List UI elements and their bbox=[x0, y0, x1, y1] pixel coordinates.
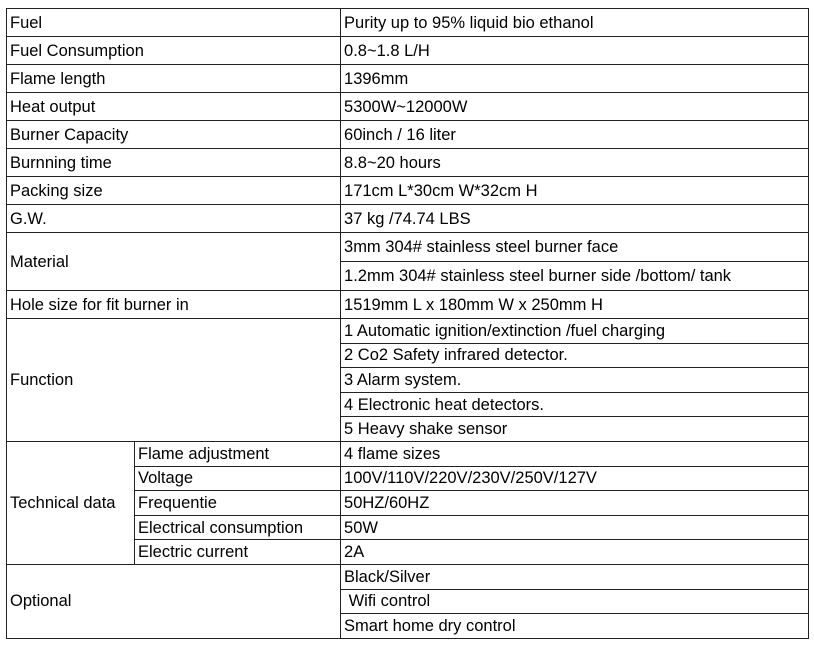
material-label: Material bbox=[7, 233, 341, 291]
table-row bbox=[7, 233, 809, 262]
spec-label: Burner Capacity bbox=[7, 121, 341, 149]
technical-sublabel: Electric current bbox=[135, 540, 341, 565]
spec-label: Fuel bbox=[7, 9, 341, 37]
table-row bbox=[7, 93, 809, 121]
function-label: Function bbox=[7, 319, 341, 442]
spec-label: Burnning time bbox=[7, 149, 341, 177]
function-value: 5 Heavy shake sensor bbox=[341, 417, 809, 442]
table-row bbox=[7, 65, 809, 93]
spec-value: Purity up to 95% liquid bio ethanol bbox=[341, 9, 809, 37]
table-row bbox=[7, 149, 809, 177]
function-value: 1 Automatic ignition/extinction /fuel charging bbox=[341, 319, 809, 344]
spec-table bbox=[6, 8, 809, 639]
technical-label: Technical data bbox=[7, 441, 135, 564]
optional-value: Wifi control bbox=[341, 589, 809, 614]
function-value: 3 Alarm system. bbox=[341, 368, 809, 393]
technical-sublabel: Electrical consumption bbox=[135, 515, 341, 540]
optional-value: Smart home dry control bbox=[341, 614, 809, 639]
table-row bbox=[7, 37, 809, 65]
table-row bbox=[7, 564, 809, 589]
table-row bbox=[7, 177, 809, 205]
technical-sublabel: Voltage bbox=[135, 466, 341, 491]
spec-value: 0.8~1.8 L/H bbox=[341, 37, 809, 65]
spec-value: 37 kg /74.74 LBS bbox=[341, 205, 809, 233]
table-row bbox=[7, 121, 809, 149]
function-value: 2 Co2 Safety infrared detector. bbox=[341, 343, 809, 368]
technical-sublabel: Flame adjustment bbox=[135, 441, 341, 466]
technical-value: 4 flame sizes bbox=[341, 441, 809, 466]
spec-label: Flame length bbox=[7, 65, 341, 93]
spec-value: 5300W~12000W bbox=[341, 93, 809, 121]
table-row bbox=[7, 9, 809, 37]
spec-value: 1519mm L x 180mm W x 250mm H bbox=[341, 291, 809, 319]
optional-value: Black/Silver bbox=[341, 564, 809, 589]
material-value: 1.2mm 304# stainless steel burner side /bottom/ tank bbox=[341, 262, 809, 291]
spec-label: G.W. bbox=[7, 205, 341, 233]
technical-value: 50W bbox=[341, 515, 809, 540]
spec-label: Packing size bbox=[7, 177, 341, 205]
spec-value: 1396mm bbox=[341, 65, 809, 93]
optional-label: Optional bbox=[7, 564, 341, 638]
table-row bbox=[7, 441, 809, 466]
spec-label: Fuel Consumption bbox=[7, 37, 341, 65]
table-row bbox=[7, 291, 809, 319]
technical-value: 100V/110V/220V/230V/250V/127V bbox=[341, 466, 809, 491]
technical-value: 2A bbox=[341, 540, 809, 565]
function-value: 4 Electronic heat detectors. bbox=[341, 392, 809, 417]
material-value: 3mm 304# stainless steel burner face bbox=[341, 233, 809, 262]
spec-value: 8.8~20 hours bbox=[341, 149, 809, 177]
spec-label: Hole size for fit burner in bbox=[7, 291, 341, 319]
technical-sublabel: Frequentie bbox=[135, 491, 341, 516]
spec-label: Heat output bbox=[7, 93, 341, 121]
table-row bbox=[7, 205, 809, 233]
spec-value: 171cm L*30cm W*32cm H bbox=[341, 177, 809, 205]
table-row bbox=[7, 319, 809, 344]
spec-value: 60inch / 16 liter bbox=[341, 121, 809, 149]
technical-value: 50HZ/60HZ bbox=[341, 491, 809, 516]
